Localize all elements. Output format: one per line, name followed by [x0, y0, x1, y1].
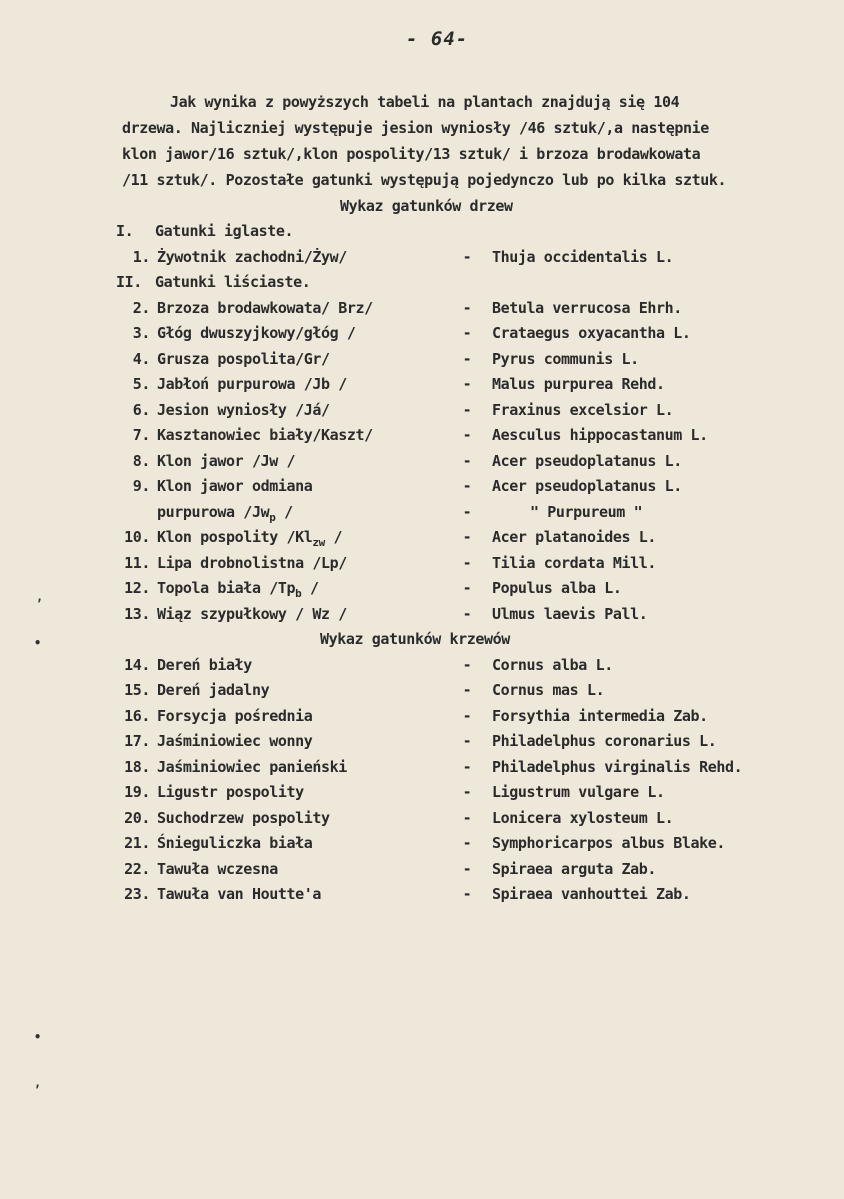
polish-name: Żywotnik zachodni/Żyw/ — [157, 248, 347, 266]
item-number: 8. — [132, 452, 150, 470]
separator-dash: - — [462, 324, 472, 342]
item-number: 10. — [124, 528, 150, 546]
item-number: 5. — [132, 375, 150, 393]
list-item — [0, 346, 844, 372]
polish-name: Klon jawor /Jw / — [157, 452, 296, 470]
list-item — [0, 473, 844, 499]
latin-name: Lonicera xylosteum L. — [492, 809, 674, 827]
page-number: - 64- — [406, 28, 469, 50]
list-item — [0, 397, 844, 423]
latin-name: Acer pseudoplatanus L. — [492, 477, 682, 495]
separator-dash: - — [462, 834, 472, 852]
separator-dash: - — [462, 375, 472, 393]
latin-name: Malus purpurea Rehd. — [492, 375, 665, 393]
item-number: 22. — [124, 860, 150, 878]
latin-name: Crataegus oxyacantha L. — [492, 324, 691, 342]
polish-name: Brzoza brodawkowata/ Brz/ — [157, 299, 373, 317]
item-number: 17. — [124, 732, 150, 750]
list-item — [0, 244, 844, 270]
intro-line: drzewa. Najliczniej występuje jesion wyniosły /46 sztuk/,a następnie — [122, 119, 709, 137]
polish-name: Lipa drobnolistna /Lp/ — [157, 554, 347, 572]
latin-name: Ligustrum vulgare L. — [492, 783, 665, 801]
polish-name: Tawuła van Houtte'a — [157, 885, 321, 903]
item-number: 12. — [124, 579, 150, 597]
item-number: 18. — [124, 758, 150, 776]
latin-name: Acer platanoides L. — [492, 528, 656, 546]
list-item — [0, 703, 844, 729]
item-number: 6. — [132, 401, 150, 419]
intro-line: klon jawor/16 sztuk/,klon pospolity/13 sztuk/ i brzoza brodawkowata — [122, 145, 701, 163]
margin-mark: , — [34, 1076, 41, 1090]
polish-name: Kasztanowiec biały/Kaszt/ — [157, 426, 373, 444]
polish-name: Topola biała $/Tp_b$ / — [157, 579, 319, 600]
polish-name: Jabłoń purpurowa /Jb / — [157, 375, 347, 393]
intro-paragraph — [122, 89, 822, 193]
item-number: 23. — [124, 885, 150, 903]
latin-name: Populus alba L. — [492, 579, 622, 597]
polish-name: Klon jawor odmiana — [157, 477, 313, 495]
separator-dash: - — [462, 707, 472, 725]
latin-name: Thuja occidentalis L. — [492, 248, 674, 266]
list-item — [0, 830, 844, 856]
margin-mark: , — [36, 590, 43, 604]
list-item — [0, 550, 844, 576]
separator-dash: - — [462, 503, 472, 521]
latin-name: Spiraea arguta Zab. — [492, 860, 656, 878]
polish-name: Głóg dwuszyjkowy/głóg / — [157, 324, 356, 342]
polish-name: Dereń jadalny — [157, 681, 270, 699]
latin-name: Symphoricarpos albus Blake. — [492, 834, 726, 852]
latin-name: Cornus mas L. — [492, 681, 605, 699]
item-number: 11. — [124, 554, 150, 572]
latin-name: Philadelphus coronarius L. — [492, 732, 717, 750]
item-number: 13. — [124, 605, 150, 623]
list-item — [0, 422, 844, 448]
list-item — [0, 856, 844, 882]
list-item — [0, 448, 844, 474]
item-number: 15. — [124, 681, 150, 699]
item-number: 16. — [124, 707, 150, 725]
separator-dash: - — [462, 401, 472, 419]
list-item — [0, 677, 844, 703]
separator-dash: - — [462, 452, 472, 470]
trees-heading: Wykaz gatunków drzew — [340, 197, 513, 215]
list-item — [0, 754, 844, 780]
list-item — [0, 601, 844, 627]
item-number: 3. — [132, 324, 150, 342]
item-number: 7. — [132, 426, 150, 444]
item-number: 14. — [124, 656, 150, 674]
polish-name: purpurowa $/Jw_p$ / — [157, 503, 293, 524]
latin-name: Pyrus communis L. — [492, 350, 639, 368]
polish-name: Dereń biały — [157, 656, 252, 674]
list-item — [0, 881, 844, 907]
separator-dash: - — [462, 885, 472, 903]
polish-name: Jaśminiowiec wonny — [157, 732, 313, 750]
separator-dash: - — [462, 248, 472, 266]
latin-name: Aesculus hippocastanum L. — [492, 426, 708, 444]
latin-name: Forsythia intermedia Zab. — [492, 707, 708, 725]
separator-dash: - — [462, 860, 472, 878]
section-deciduous — [0, 269, 844, 295]
separator-dash: - — [462, 809, 472, 827]
section-number: II. — [116, 273, 142, 291]
separator-dash: - — [462, 554, 472, 572]
latin-name: Philadelphus virginalis Rehd. — [492, 758, 743, 776]
list-item — [0, 320, 844, 346]
section-label: Gatunki iglaste. — [155, 222, 294, 240]
separator-dash: - — [462, 732, 472, 750]
item-number: 1. — [132, 248, 150, 266]
section-conifers — [0, 218, 844, 244]
list-item-continuation — [0, 499, 844, 525]
separator-dash: - — [462, 681, 472, 699]
item-number: 9. — [132, 477, 150, 495]
margin-mark: • — [34, 1030, 41, 1044]
separator-dash: - — [462, 299, 472, 317]
separator-dash: - — [462, 579, 472, 597]
latin-name: Cornus alba L. — [492, 656, 613, 674]
polish-name: Ligustr pospolity — [157, 783, 304, 801]
item-number: 19. — [124, 783, 150, 801]
section-number: I. — [116, 222, 134, 240]
separator-dash: - — [462, 783, 472, 801]
separator-dash: - — [462, 656, 472, 674]
item-number: 2. — [132, 299, 150, 317]
polish-name: Tawuła wczesna — [157, 860, 278, 878]
separator-dash: - — [462, 758, 472, 776]
latin-name: " Purpureum " — [530, 503, 643, 521]
item-number: 20. — [124, 809, 150, 827]
list-item — [0, 524, 844, 550]
list-item — [0, 652, 844, 678]
polish-name: Suchodrzew pospolity — [157, 809, 330, 827]
latin-name: Spiraea vanhouttei Zab. — [492, 885, 691, 903]
list-item — [0, 371, 844, 397]
list-item — [0, 728, 844, 754]
list-item — [0, 295, 844, 321]
intro-line: Jak wynika z powyższych tabeli na plantach znajdują się 104 — [170, 93, 680, 111]
separator-dash: - — [462, 426, 472, 444]
section-label: Gatunki liściaste. — [155, 273, 311, 291]
polish-name: Śnieguliczka biała — [157, 834, 313, 852]
latin-name: Ulmus laevis Pall. — [492, 605, 648, 623]
polish-name: Grusza pospolita/Gr/ — [157, 350, 330, 368]
list-item — [0, 779, 844, 805]
separator-dash: - — [462, 528, 472, 546]
separator-dash: - — [462, 605, 472, 623]
polish-name: Klon pospolity $/Kl_{zw}$ / — [157, 528, 343, 549]
polish-name: Forsycja pośrednia — [157, 707, 313, 725]
polish-name: Jesion wyniosły /Já/ — [157, 401, 330, 419]
intro-line: /11 sztuk/. Pozostałe gatunki występują pojedynczo lub po kilka sztuk. — [122, 171, 727, 189]
margin-mark: • — [34, 636, 41, 650]
list-item — [0, 575, 844, 601]
item-number: 21. — [124, 834, 150, 852]
separator-dash: - — [462, 477, 472, 495]
polish-name: Jaśminiowiec panieński — [157, 758, 347, 776]
latin-name: Tilia cordata Mill. — [492, 554, 656, 572]
polish-name: Wiąz szypułkowy / Wz / — [157, 605, 347, 623]
latin-name: Fraxinus excelsior L. — [492, 401, 674, 419]
shrubs-heading: Wykaz gatunków krzewów — [320, 630, 510, 648]
list-item — [0, 805, 844, 831]
latin-name: Betula verrucosa Ehrh. — [492, 299, 682, 317]
item-number: 4. — [132, 350, 150, 368]
separator-dash: - — [462, 350, 472, 368]
latin-name: Acer pseudoplatanus L. — [492, 452, 682, 470]
